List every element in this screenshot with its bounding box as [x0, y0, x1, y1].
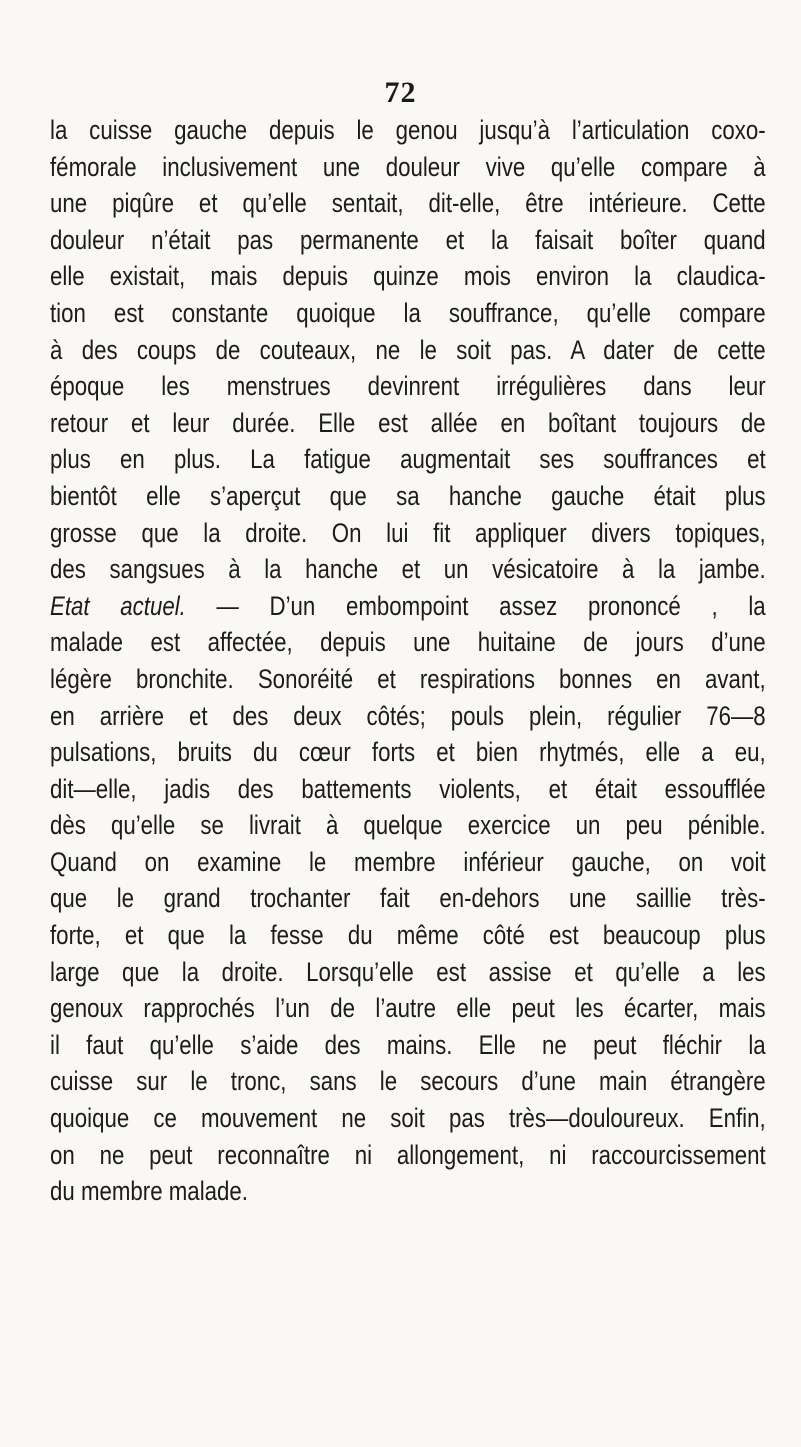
text-line: grosse que la droite. On lui fit appliquer divers topiques,	[50, 517, 766, 548]
body-text	[50, 112, 766, 1210]
text-line: malade est affectée, depuis une huitaine de jours d’une	[50, 627, 766, 658]
text-line: large que la droite. Lorsqu’elle est assise et qu’elle a les	[50, 956, 766, 987]
text-line: bientôt elle s’aperçut que sa hanche gauche était plus	[50, 480, 766, 511]
text-line: genoux rapprochés l’un de l’autre elle peut les écarter, mais	[50, 993, 766, 1024]
page-number: 72	[384, 76, 417, 109]
etat-actuel-heading: Etat actuel.	[50, 590, 186, 621]
text-line: quoique ce mouvement ne soit pas très—douloureux. Enfin,	[50, 1103, 766, 1134]
text-line: elle existait, mais depuis quinze mois environ la claudica-	[50, 261, 766, 292]
text-line: que le grand trochanter fait en-dehors une saillie très-	[50, 883, 766, 914]
text-line: il faut qu’elle s’aide des mains. Elle ne peut fléchir la	[50, 1029, 766, 1060]
text-line: forte, et que la fesse du même côté est beaucoup plus	[50, 920, 766, 951]
text-line: à des coups de couteaux, ne le soit pas. A dater de cette	[50, 334, 766, 365]
text-line: pulsations, bruits du cœur forts et bien rhytmés, elle a eu,	[50, 737, 766, 768]
text-line: en arrière et des deux côtés; pouls plein, régulier 76—8	[50, 700, 766, 731]
text-line: du membre malade.	[50, 1176, 248, 1207]
text-line: dit—elle, jadis des battements violents, et était essoufflée	[50, 773, 766, 804]
text-line: fémorale inclusivement une douleur vive qu’elle compare à	[50, 151, 766, 182]
text-line: époque les menstrues devinrent irrégulières dans leur	[50, 371, 766, 402]
text-line: on ne peut reconnaître ni allongement, ni raccourcissement	[50, 1139, 766, 1170]
text-line: dès qu’elle se livrait à quelque exercice un peu pénible.	[50, 810, 766, 841]
text-line: plus en plus. La fatigue augmentait ses souffrances et	[50, 444, 766, 475]
etat-actuel-text: — D’un embompoint assez prononcé , la	[185, 590, 766, 621]
text-line: tion est constante quoique la souffrance, qu’elle compare	[50, 297, 766, 328]
text-line: cuisse sur le tronc, sans le secours d’une main étrangère	[50, 1066, 766, 1097]
text-line: des sangsues à la hanche et un vésicatoire à la jambe.	[50, 554, 766, 585]
text-line: une piqûre et qu’elle sentait, dit-elle, être intérieure. Cette	[50, 188, 766, 219]
text-line: retour et leur durée. Elle est allée en boîtant toujours de	[50, 407, 766, 438]
etat-actuel-line	[50, 588, 766, 625]
text-line: la cuisse gauche depuis le genou jusqu’à l’articulation coxo-	[50, 115, 766, 145]
text-line: légère bronchite. Sonoréité et respirations bonnes en avant,	[50, 663, 766, 694]
text-line: douleur n’était pas permanente et la faisait boîter quand	[50, 224, 766, 255]
text-line: Quand on examine le membre inférieur gauche, on voit	[50, 846, 766, 877]
